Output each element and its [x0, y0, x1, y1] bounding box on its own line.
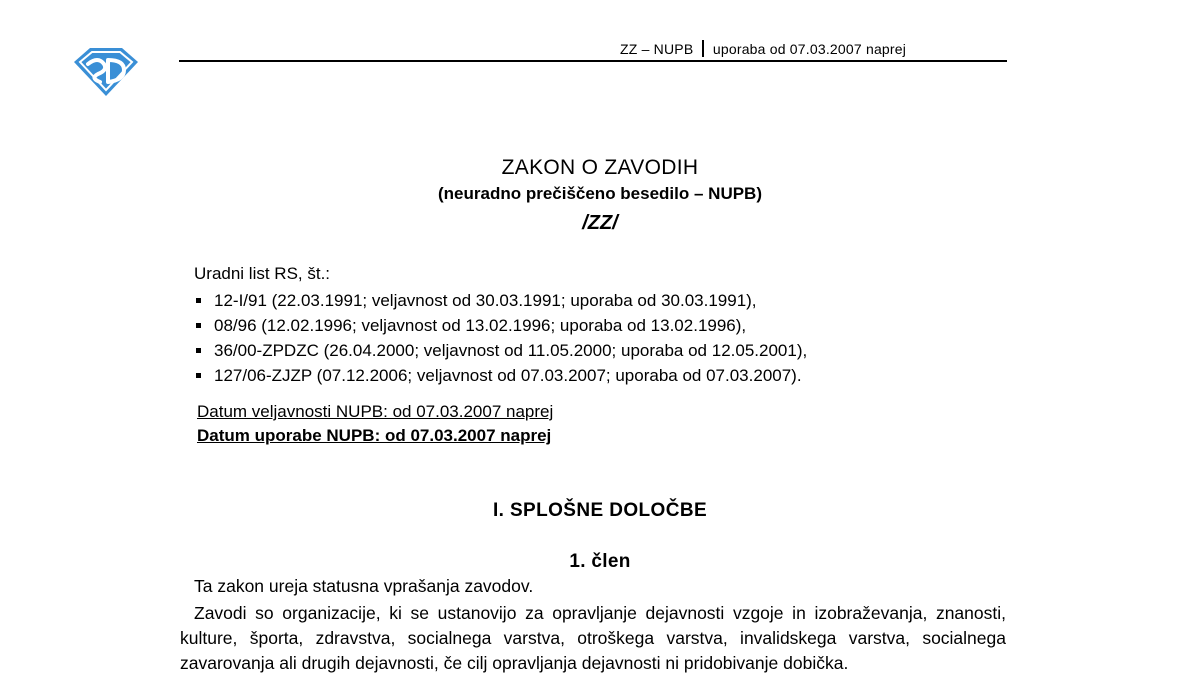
- sd-shield-logo-icon: [70, 44, 142, 98]
- document-title: ZAKON O ZAVODIH: [501, 156, 699, 179]
- article-paragraph: Ta zakon ureja statusna vprašanja zavodov.: [194, 576, 534, 596]
- bullet-icon: [196, 298, 201, 303]
- running-header: [620, 40, 906, 57]
- chapter-heading: I. SPLOŠNE DOLOČBE: [492, 500, 708, 521]
- gazette-list: [194, 288, 807, 388]
- article-heading: 1. člen: [569, 551, 631, 572]
- bullet-icon: [196, 323, 201, 328]
- gazette-item: 127/06-ZJZP (07.12.2006; veljavnost od 07.03.2007; uporaba od 07.03.2007).: [194, 363, 807, 388]
- gazette-item: 12-I/91 (22.03.1991; veljavnost od 30.03.1991; uporaba od 30.03.1991),: [194, 288, 807, 313]
- header-rule: [179, 60, 1007, 62]
- header-validity: uporaba od 07.03.2007 naprej: [712, 40, 907, 57]
- header-separator: [702, 40, 704, 57]
- gazette-label: Uradni list RS, št.:: [194, 264, 331, 283]
- bullet-icon: [196, 348, 201, 353]
- application-date: Datum uporabe NUPB: od 07.03.2007 naprej: [197, 426, 552, 445]
- validity-date: Datum veljavnosti NUPB: od 07.03.2007 naprej: [197, 402, 554, 421]
- article-paragraph: Zavodi so organizacije, ki se ustanovijo za opravljanje dejavnosti vzgoje in izobraževanja, znanosti, kulture, športa, zdravstva, socialnega varstva, otroškega varstva, invalidskega varstva, socialnega zavarovanja ali drugih dejavnosti, če cilj opravljanja dejavnosti ni pridobivanje dobička.: [180, 603, 1006, 673]
- bullet-icon: [196, 373, 201, 378]
- document-abbreviation: /ZZ/: [582, 212, 618, 234]
- gazette-item: 08/96 (12.02.1996; veljavnost od 13.02.1996; uporaba od 13.02.1996),: [194, 313, 807, 338]
- document-subtitle: (neuradno prečiščeno besedilo – NUPB): [437, 184, 762, 203]
- gazette-item: 36/00-ZPDZC (26.04.2000; veljavnost od 11.05.2000; uporaba od 12.05.2001),: [194, 338, 807, 363]
- header-code: ZZ – NUPB: [620, 40, 694, 57]
